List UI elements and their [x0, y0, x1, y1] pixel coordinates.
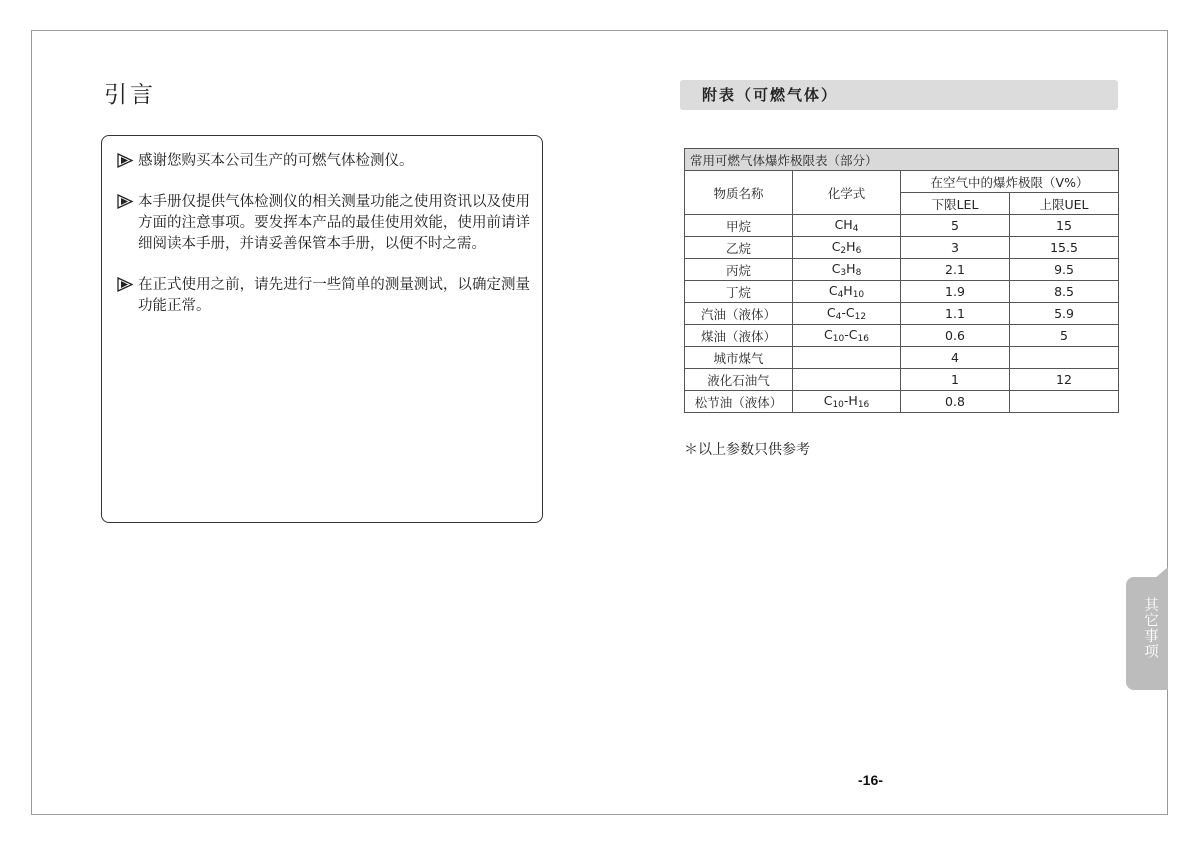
uel-value: 5.9	[1010, 303, 1119, 325]
uel-value: 12	[1010, 369, 1119, 391]
chemical-formula	[793, 369, 901, 391]
intro-bullet-text: 本手册仅提供气体检测仪的相关测量功能之使用资讯以及使用方面的注意事项。要发挥本产品的最佳使用效能，使用前请详细阅读本手册，并请妥善保管本手册，以便不时之需。	[138, 194, 530, 252]
arrow-bullet-icon	[116, 152, 136, 169]
explosion-limit-table	[684, 148, 1119, 413]
uel-value: 15.5	[1010, 237, 1119, 259]
lel-value: 1.9	[901, 281, 1010, 303]
chemical-formula: $C_4H_{10}$	[793, 281, 901, 303]
table-row	[685, 369, 1119, 391]
uel-value	[1010, 347, 1119, 369]
col-header-limits: 在空气中的爆炸极限（V%）	[901, 171, 1119, 193]
col-header-lel: 下限LEL	[901, 193, 1010, 215]
col-header-formula: 化学式	[793, 171, 901, 215]
table-row	[685, 303, 1119, 325]
chemical-formula: $C_2H_6$	[793, 237, 901, 259]
appendix-header: 附表（可燃气体）	[680, 80, 1118, 110]
table-row	[685, 325, 1119, 347]
intro-bullet-text: 在正式使用之前，请先进行一些简单的测量测试，以确定测量功能正常。	[138, 277, 530, 314]
substance-name: 丙烷	[685, 259, 793, 281]
lel-value: 1	[901, 369, 1010, 391]
substance-name: 甲烷	[685, 215, 793, 237]
chemical-formula: $C_3H_8$	[793, 259, 901, 281]
section-side-tab[interactable]	[1126, 577, 1168, 690]
substance-name: 松节油（液体）	[685, 391, 793, 413]
lel-value: 2.1	[901, 259, 1010, 281]
intro-bullet	[116, 151, 530, 172]
intro-bullet-text: 感谢您购买本公司生产的可燃气体检测仪。	[138, 153, 414, 169]
side-tab-label: 其它事项	[1142, 597, 1158, 659]
reference-note: ＊以上参数只供参考	[684, 442, 810, 458]
lel-value: 3	[901, 237, 1010, 259]
uel-value: 9.5	[1010, 259, 1119, 281]
uel-value: 15	[1010, 215, 1119, 237]
arrow-bullet-icon	[116, 276, 136, 293]
lel-value: 5	[901, 215, 1010, 237]
lel-value: 4	[901, 347, 1010, 369]
table-caption: 常用可燃气体爆炸极限表（部分）	[685, 149, 1119, 171]
chemical-formula: $CH_4$	[793, 215, 901, 237]
arrow-bullet-icon	[116, 193, 136, 210]
table-row	[685, 347, 1119, 369]
lel-value: 1.1	[901, 303, 1010, 325]
substance-name: 汽油（液体）	[685, 303, 793, 325]
uel-value: 5	[1010, 325, 1119, 347]
chemical-formula: $C_4-C_{12}$	[793, 303, 901, 325]
col-header-name: 物质名称	[685, 171, 793, 215]
table-row	[685, 259, 1119, 281]
table-body	[685, 215, 1119, 413]
intro-box	[101, 135, 543, 523]
uel-value	[1010, 391, 1119, 413]
substance-name: 乙烷	[685, 237, 793, 259]
chemical-formula: $C_{10}-H_{16}$	[793, 391, 901, 413]
intro-bullet	[116, 192, 530, 255]
substance-name: 城市煤气	[685, 347, 793, 369]
lel-value: 0.6	[901, 325, 1010, 347]
substance-name: 丁烷	[685, 281, 793, 303]
page-number: -16-	[858, 772, 883, 788]
table-row	[685, 215, 1119, 237]
table-row	[685, 391, 1119, 413]
chemical-formula: $C_{10}-C_{16}$	[793, 325, 901, 347]
page-title: 引言	[104, 82, 156, 108]
col-header-uel: 上限UEL	[1010, 193, 1119, 215]
substance-name: 煤油（液体）	[685, 325, 793, 347]
lel-value: 0.8	[901, 391, 1010, 413]
chemical-formula	[793, 347, 901, 369]
uel-value: 8.5	[1010, 281, 1119, 303]
substance-name: 液化石油气	[685, 369, 793, 391]
table-row	[685, 281, 1119, 303]
intro-bullet	[116, 275, 530, 317]
table-row	[685, 237, 1119, 259]
